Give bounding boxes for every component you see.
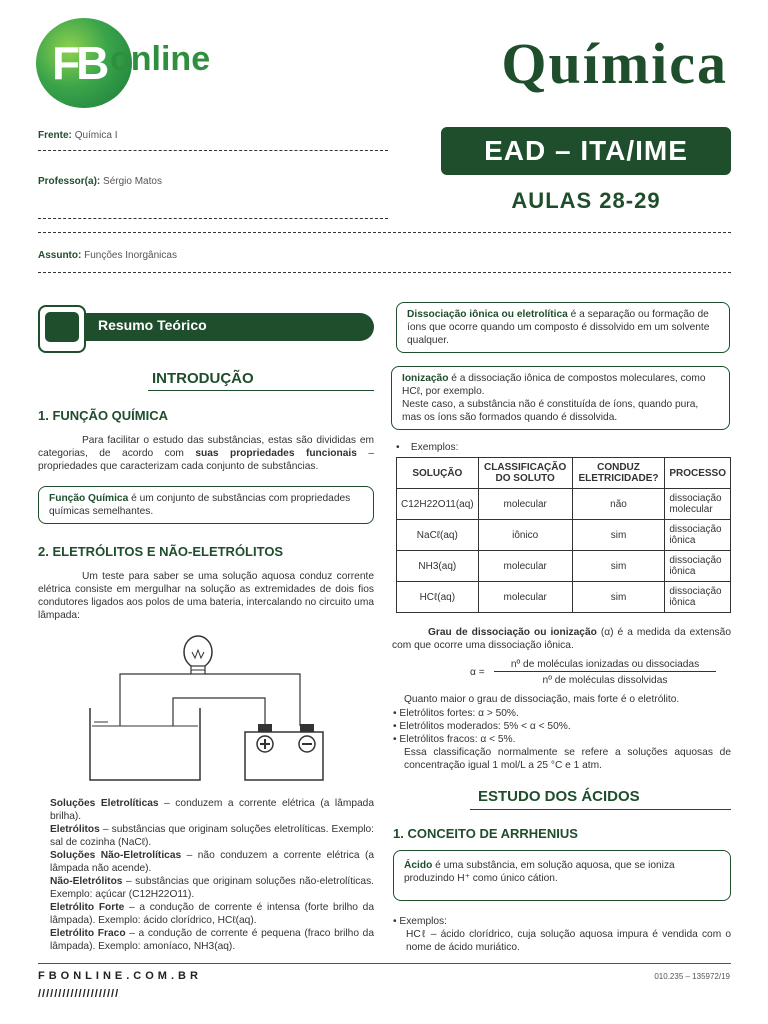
- logo-online-text: online: [110, 40, 211, 78]
- def1-bold: Soluções Eletrolíticas: [50, 798, 159, 809]
- def5-bold: Eletrólito Forte: [50, 902, 125, 913]
- p1-part-c: – propriedades que caracterizam cada conjunto de substâncias.: [38, 448, 374, 472]
- th-classificacao: CLASSIFICAÇÃO DO SOLUTO: [478, 458, 572, 489]
- th-solucao: SOLUÇÃO: [397, 458, 479, 489]
- paragraph-funcao: [38, 434, 374, 473]
- cell-classificacao: molecular: [478, 551, 572, 582]
- def-solucoes-eletroliticas: [50, 797, 374, 823]
- exemplos-label: • Exemplos:: [396, 442, 459, 453]
- exemplos-text: Exemplos:: [410, 442, 459, 453]
- def4-bold: Não-Eletrólitos: [50, 876, 123, 887]
- cell-solucao: C12H22O11(aq): [397, 489, 479, 520]
- def-eletrolitos: [50, 823, 374, 849]
- page-title: Química: [501, 31, 728, 96]
- intro-underline: [148, 390, 374, 391]
- formula-denominator: nº de moléculas dissolvidas: [542, 675, 668, 686]
- professor-value: Sérgio Matos: [103, 176, 162, 187]
- table-row: [397, 489, 731, 520]
- heading-eletrolitos: 2. ELETRÓLITOS E NÃO-ELETRÓLITOS: [38, 544, 284, 559]
- def-eletrolito-forte: [50, 901, 374, 927]
- box-ion-text1: é a dissociação iônica de compostos moleculares, como HCℓ, por exemplo.: [402, 373, 706, 397]
- bullet-moderado: Eletrólitos moderados: 5% < α < 50%.: [399, 721, 571, 732]
- estudo-underline: [470, 809, 731, 810]
- bulb-icon: [184, 636, 212, 668]
- intro-heading: INTRODUÇÃO: [152, 370, 254, 387]
- box-acido-bold: Ácido: [404, 860, 433, 871]
- definitions-list: [50, 797, 374, 953]
- aulas-label: AULAS 28-29: [511, 188, 661, 213]
- table-row: [397, 520, 731, 551]
- divider-dashed: [38, 232, 731, 233]
- circuit-diagram: [80, 628, 330, 783]
- box-acido: [393, 850, 731, 901]
- footer-code: 010.235 – 135972/19: [654, 972, 730, 981]
- paragraph-grau: [392, 626, 731, 652]
- chat-icon-inner: [45, 312, 79, 342]
- data-table: [396, 457, 731, 613]
- cell-solucao: NaCℓ(aq): [397, 520, 479, 551]
- classificacao-list: [393, 707, 731, 772]
- box-acido-text: é uma substância, em solução aquosa, que se ioniza produzindo H⁺ como único cátion.: [404, 860, 675, 884]
- assunto-field: [38, 250, 388, 264]
- cell-processo: dissociação iônica: [665, 520, 731, 551]
- def6-text: – a condução de corrente é pequena (fraco brilho da lâmpada). Exemplo: amoníaco, NH3(aq).: [50, 928, 374, 952]
- exemplos2-label: • Exemplos:: [393, 916, 447, 927]
- footer-url[interactable]: FBONLINE.COM.BR: [38, 970, 202, 982]
- ead-badge: EAD – ITA/IME: [441, 127, 731, 175]
- estudo-heading: ESTUDO DOS ÁCIDOS: [478, 788, 640, 805]
- footer-divider: [38, 963, 731, 964]
- def2-text: – substâncias que originam soluções eletrolíticas. Exemplo: sal de cozinha (NaCℓ).: [50, 824, 374, 848]
- box1-bold: Função Química: [49, 493, 129, 504]
- frente-label: Frente:: [38, 130, 72, 141]
- p1-bold: suas propriedades funcionais: [195, 448, 357, 459]
- box1-text: é um conjunto de substâncias com propriedades químicas semelhantes.: [49, 493, 351, 517]
- def1-text: – conduzem a corrente elétrica (a lâmpada brilha).: [50, 798, 374, 822]
- logo-fb-text: FB: [52, 37, 106, 89]
- box-diss-text: é a separação ou formação de íons que ocorre quando um composto é dissolvido em um solvente qualquer.: [407, 309, 710, 346]
- formula-numerator: nº de moléculas ionizadas ou dissociadas: [494, 658, 716, 672]
- classif-note: Essa classificação normalmente se refere a soluções aquosas de concentração igual 1 mol/L a 25 °C e 1 atm.: [404, 747, 731, 771]
- cell-classificacao: iônico: [478, 520, 572, 551]
- def-nao-eletrolitos: [50, 875, 374, 901]
- assunto-value: Funções Inorgânicas: [84, 250, 177, 261]
- professor-field: [38, 176, 388, 219]
- box-funcao-quimica: [38, 486, 374, 524]
- divider-dashed-2: [38, 272, 731, 273]
- frente-field: [38, 130, 388, 151]
- quanto-maior: Quanto maior o grau de dissociação, mais forte é o eletrólito.: [404, 694, 680, 705]
- bullet-forte: Eletrólitos fortes: α > 50%.: [399, 708, 519, 719]
- cell-processo: dissociação molecular: [665, 489, 731, 520]
- box-ion-text2: Neste caso, a substância não é constituída de íons, quando pura, mas os íons são formados quando é dissolvida.: [402, 399, 699, 423]
- exemplos2-text: Exemplos:: [399, 916, 447, 927]
- p1-part-a: Para facilitar o estudo das substâncias, estas são divididas em categorias, de acordo com: [38, 435, 374, 459]
- list-item: • Eletrólitos moderados: 5% < α < 50%.: [393, 721, 571, 732]
- cell-conduz: sim: [572, 551, 665, 582]
- frente-value: Química I: [74, 130, 118, 141]
- footer-slashes: ////////////////////: [38, 988, 120, 1000]
- cell-conduz: sim: [572, 520, 665, 551]
- resumo-label: Resumo Teórico: [98, 317, 207, 333]
- box-ionizacao: [391, 366, 730, 430]
- cell-classificacao: molecular: [478, 489, 572, 520]
- table-header-row: [397, 458, 731, 489]
- def4-text: – substâncias que originam soluções não-eletrolíticas. Exemplo: açúcar (C12H22O11).: [50, 876, 374, 900]
- paragraph-eletrolitos: Um teste para saber se uma solução aquosa conduz corrente elétrica consiste em mergulhar na solução as extremidades de dois fios condutores ligados aos polos de uma bateria, intercalando no circuito uma lâmpada:: [38, 571, 374, 621]
- cell-classificacao: molecular: [478, 582, 572, 613]
- box-dissociacao: [396, 302, 730, 353]
- cell-processo: dissociação iônica: [665, 551, 731, 582]
- cell-conduz: não: [572, 489, 665, 520]
- assunto-label: Assunto:: [38, 250, 82, 261]
- def5-text: – a condução de corrente é intensa (forte brilho da lâmpada). Exemplo: ácido clorídrico, HCℓ(aq).: [50, 902, 374, 926]
- heading-arrhenius: 1. CONCEITO DE ARRHENIUS: [393, 826, 578, 841]
- formula-alpha: α =: [470, 667, 485, 678]
- def3-text: – não conduzem a corrente elétrica (a lâmpada não acende).: [50, 850, 375, 874]
- professor-label: Professor(a):: [38, 176, 101, 187]
- def6-bold: Eletrólito Fraco: [50, 928, 126, 939]
- list-item: • Eletrólitos fortes: α > 50%.: [393, 708, 519, 719]
- th-processo: PROCESSO: [665, 458, 731, 489]
- def-solucoes-nao-eletroliticas: [50, 849, 374, 875]
- box-ion-bold: Ionização: [402, 373, 449, 384]
- def3-bold: Soluções Não-Eletrolíticas: [50, 850, 182, 861]
- cell-conduz: sim: [572, 582, 665, 613]
- table-row: [397, 582, 731, 613]
- cell-solucao: HCℓ(aq): [397, 582, 479, 613]
- th-conduz: CONDUZ ELETRICIDADE?: [572, 458, 665, 489]
- bullet-fraco: Eletrólitos fracos: α < 5%.: [399, 734, 516, 745]
- exemplos2-body: HCℓ – ácido clorídrico, cuja solução aquosa impura é vendida com o nome de ácido muriático.: [406, 929, 731, 953]
- table-row: [397, 551, 731, 582]
- box-diss-bold: Dissociação iônica ou eletrolítica: [407, 309, 568, 320]
- list-item: • Eletrólitos fracos: α < 5%.: [393, 734, 516, 745]
- heading-funcao-quimica: 1. FUNÇÃO QUÍMICA: [38, 408, 168, 423]
- cell-processo: dissociação iônica: [665, 582, 731, 613]
- grau-text: (α) é a medida da extensão com que ocorre uma dissociação iônica.: [392, 627, 731, 651]
- grau-bold: Grau de dissociação ou ionização: [428, 627, 597, 638]
- cell-solucao: NH3(aq): [397, 551, 479, 582]
- def2-bold: Eletrólitos: [50, 824, 100, 835]
- def-eletrolito-fraco: [50, 927, 374, 953]
